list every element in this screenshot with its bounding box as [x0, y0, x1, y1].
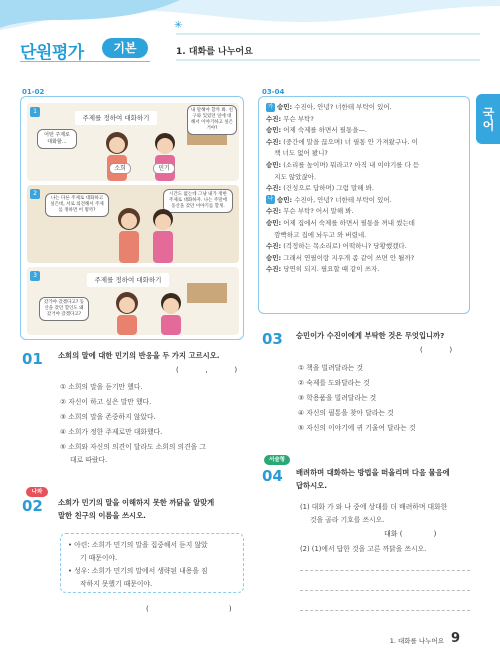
dialog-speaker: 수진:: [266, 265, 282, 274]
dialog-text: [266, 102, 466, 276]
answer-line-2[interactable]: [300, 590, 470, 591]
board-text: 주제를 정하여 대화하기: [75, 111, 157, 125]
dialog-line: [266, 114, 466, 126]
lesson-title: 1. 대화를 나누어요: [176, 47, 253, 57]
dialog-utterance: 수진아, 안녕? 너한테 부탁이 있어.: [292, 103, 392, 111]
option-03-5[interactable]: ⑤ 자신의 이야기에 귀 기울여 달라는 것: [298, 424, 416, 432]
answer-line-1[interactable]: [300, 570, 470, 571]
dialog-utterance: (중간에 말을 끊으며) 너 필통 안 가져왔구나. 이: [281, 137, 418, 146]
dialog-utterance: 무슨 부탁? 어서 말해 봐.: [281, 207, 354, 216]
dialog-utterance: 지도 않았잖아.: [266, 172, 317, 181]
speech-bubble-sohee-2: 나는 다른 주제로 대화하고 싶은데, 서로 의견해서 주제를 정하면 어 떻까?: [45, 193, 109, 217]
answer-field-02[interactable]: ( ): [146, 605, 232, 613]
dialog-utterance: 어제 숙제를 하면서 필통을—.: [281, 126, 368, 135]
comic-panel-2: [27, 185, 239, 263]
board-text-3: 주제를 정하여 대화하기: [87, 273, 169, 287]
choice-seongwoo-1: • 성우: 소희가 민기의 말에서 생략된 내용을 짐: [68, 567, 208, 575]
option-03-3[interactable]: ③ 학용품을 빌려달라는 것: [298, 394, 377, 402]
dialog-line: [266, 137, 466, 149]
dialog-line: [266, 264, 466, 276]
question-text-01: 소희의 말에 대한 민기의 반응을 두 가지 고르시오.: [58, 351, 220, 360]
speech-bubble-sohee-3: 갔가야 갔겠다고? 동산을 갔던 할인도 왜 갔거야 갔겠다고?: [39, 297, 89, 321]
option-01-5[interactable]: ⑤ 소희와 자신의 의견이 달라도 소희의 의견을 그: [60, 443, 206, 451]
speech-bubble-mingi-2: 시간도 없는데 그냥 내가 정한 주제로 대화하자. 나는 주말에 동산을 갔던 이야기를 할게.: [163, 189, 233, 213]
panel-number-1: 1: [30, 107, 40, 117]
dialog-utterance: (소리를 높이며) 뭐라고? 아직 내 이야기를 다 듣: [281, 160, 420, 169]
page-title: 단원평가: [20, 43, 84, 63]
dialog-speaker: 수진:: [266, 242, 282, 251]
dialog-utterance: 수진아, 안녕? 너한테 부탁이 있어.: [292, 195, 392, 204]
sub-question-04-1b: 것을 골라 기호를 쓰시오.: [310, 516, 385, 524]
dialog-utterance: 책 너도 없어 봤니?: [266, 149, 328, 158]
speech-bubble-sohee: 어떤 주제로 대화할…: [37, 129, 77, 149]
dialog-line: [266, 102, 466, 114]
question-text-04-line2: 답하시오.: [296, 481, 327, 490]
dialog-line: [266, 218, 466, 230]
answer-line-3[interactable]: [300, 610, 470, 611]
dialog-line: [266, 206, 466, 218]
dialog-speaker: 승민:: [266, 218, 282, 227]
name-tag-sohee: 소희: [109, 163, 131, 174]
dialog-speaker: 승민:: [266, 253, 282, 262]
dialog-line: [266, 183, 466, 195]
subject-tab[interactable]: 국어: [476, 94, 500, 144]
dialog-line: [266, 160, 466, 172]
dialog-mark: 나: [267, 196, 274, 203]
sub-question-04-1a: (1) 대화 가 와 나 중에 상대를 더 배려하며 대화한: [300, 503, 448, 511]
answer-field-03[interactable]: ( ): [420, 346, 453, 354]
page-number: 9: [450, 631, 460, 646]
boy-figure-3: [151, 289, 191, 335]
dialog-mark: 가: [267, 103, 274, 110]
dialog-speaker: 승민:: [277, 195, 293, 204]
question-text-02-line1: 소희가 민기의 말을 이해하지 못한 까닭을 알맞게: [58, 498, 215, 507]
dialog-line: [266, 195, 466, 207]
dialog-utterance: 무슨 부탁?: [281, 114, 314, 123]
bookshelf-3: [187, 283, 227, 303]
option-03-4[interactable]: ④ 자신의 필통을 찾아 달라는 것: [298, 409, 394, 417]
option-03-1[interactable]: ① 책을 빌려달라는 것: [298, 364, 364, 372]
option-01-1[interactable]: ① 소희의 말을 듣기만 했다.: [60, 383, 143, 391]
option-01-4[interactable]: ④ 소희가 정한 주제로만 대화했다.: [60, 428, 163, 436]
dialog-utterance: 그래서 연필이랑 지우개 좀 같이 쓰면 안 될까?: [281, 253, 415, 262]
choice-arin-2: 기 때문이야.: [80, 554, 118, 562]
dialog-line: [266, 230, 466, 242]
sub-question-04-2: (2) (1)에서 답한 것을 고른 까닭을 쓰시오.: [300, 545, 427, 553]
question-number-02: 02: [22, 497, 43, 515]
dialog-utterance: 어제 집에서 숙제를 하면서 필통을 꺼내 썼는데: [281, 218, 415, 227]
dialog-speaker: 승민:: [266, 160, 282, 169]
comic-box: [20, 96, 244, 340]
dialog-utterance: (건성으로 답하며) 그럼 말해 봐.: [281, 184, 374, 193]
question-text-02-line2: 말한 친구의 이름을 쓰시오.: [58, 511, 146, 520]
section-label-01-02: 01-02: [22, 88, 45, 96]
dialog-line: [266, 241, 466, 253]
footer-lesson: 1. 대화를 나누어요: [389, 637, 444, 645]
panel-number-2: 2: [30, 189, 40, 199]
girl-figure-3: [107, 289, 147, 335]
comic-panel-1: [27, 103, 239, 181]
dialog-speaker: 수진:: [266, 114, 282, 123]
option-01-2[interactable]: ② 자신이 하고 싶은 말만 했다.: [60, 398, 152, 406]
answer-field-01[interactable]: ( , ): [176, 366, 238, 374]
dialog-line: [266, 172, 466, 184]
question-number-04: 04: [262, 467, 283, 485]
option-01-5-cont: 대로 따랐다.: [70, 456, 108, 464]
level-badge: 기본: [102, 38, 148, 58]
dialog-line: [266, 148, 466, 160]
panel-number-3: 3: [30, 271, 40, 281]
dialog-speaker: 수진:: [266, 207, 282, 216]
dialog-utterance: 깜빡하고 집에 놔두고 와 버렸네.: [266, 230, 367, 239]
dialog-speaker: 승민:: [277, 103, 293, 111]
svg-text:✳: ✳: [174, 20, 183, 31]
option-01-3[interactable]: ③ 소희의 말을 존중하지 않았다.: [60, 413, 156, 421]
choice-seongwoo-2: 작하지 못했기 때문이야.: [80, 580, 153, 588]
q02-badge: 나와: [26, 487, 48, 497]
question-number-01: 01: [22, 350, 43, 368]
comic-panel-3: [27, 267, 239, 335]
dialog-line: [266, 125, 466, 137]
dialog-speaker: 수진:: [266, 184, 282, 193]
section-label-03-04: 03-04: [262, 88, 285, 96]
question-text-03: 승민이가 수진이에게 부탁한 것은 무엇입니까?: [296, 331, 445, 340]
question-text-04-line1: 배려하며 대화하는 방법을 떠올리며 다음 물음에: [296, 468, 450, 477]
question-number-03: 03: [262, 330, 283, 348]
speech-bubble-mingi: 내 말해야 할까 봐. 친구와 있었던 일에 대해서 이야기하고 싶은 거야?: [187, 105, 237, 135]
dialog-line: [266, 253, 466, 265]
dialog-speaker: 수진:: [266, 137, 282, 146]
dialog-utterance: (걱정하는 목소리로) 어떡하니? 당황했겠다.: [281, 242, 407, 251]
name-tag-mingi: 민기: [153, 163, 175, 174]
q04-badge: 서술형: [264, 455, 290, 465]
boy-figure-2: [143, 205, 183, 263]
option-03-2[interactable]: ② 숙제를 도와달라는 것: [298, 379, 370, 387]
dialog-speaker: 승민:: [266, 126, 282, 135]
choice-arin-1: • 아린: 소희가 민기의 말을 집중해서 듣지 않았: [68, 541, 208, 549]
dialog-utterance: 당연히 되지. 필요할 때 같이 쓰자.: [281, 265, 380, 274]
answer-field-04-1[interactable]: 대화 ( ): [384, 530, 437, 538]
